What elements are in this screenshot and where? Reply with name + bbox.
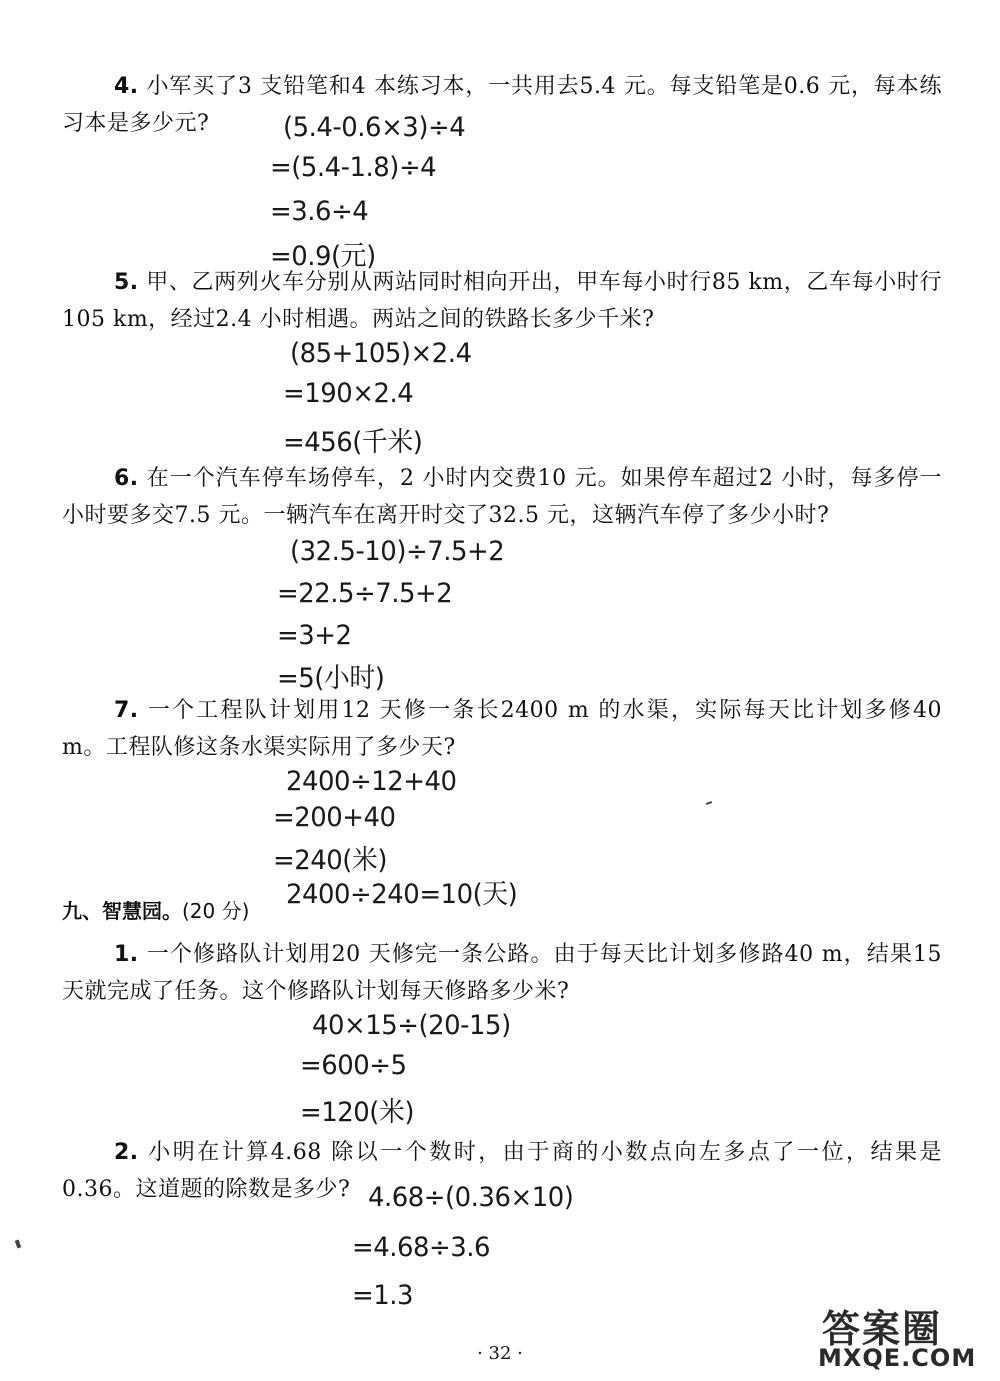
watermark-title: 答案圈 [822,1307,943,1351]
problem-number: 6. [114,466,139,491]
answer-step: =1.3 [352,1280,414,1311]
problem-text: 在一个汽车停车场停车，2 小时内交费10 元。如果停车超过2 小时，每多停一小时要多交7.5 元。一辆汽车在离开时交了32.5 元，这辆汽车停了多少小时? [62,466,942,528]
section-problem-1 [62,936,942,1010]
problem-text: 小军买了3 支铅笔和4 本练习本，一共用去5.4 元。每支铅笔是0.6 元，每本练习本是多少元? [62,74,942,136]
page-number: · 32 · [477,1343,523,1364]
answer-step: (85+105)×2.4 [290,338,472,369]
problem-text: 甲、乙两列火车分别从两站同时相向开出，甲车每小时行85 km，乙车每小时行105 km，经过2.4 小时相遇。两站之间的铁路长多少千米? [62,270,942,332]
section-title: 九、智慧园。 [62,899,182,923]
scan-speck [15,1240,21,1249]
answer-step: 2400÷12+40 [286,766,457,797]
scan-speck [706,801,712,805]
section-score: (20 分) [182,899,250,923]
answer-step: 40×15÷(20-15) [312,1010,511,1041]
answer-step: =456(千米) [283,427,423,458]
answer-step: 4.68÷(0.36×10) [368,1182,574,1213]
problem-number: 7. [114,698,139,723]
answer-step: =190×2.4 [283,378,414,409]
problem-4 [62,68,942,142]
answer-step: =4.68÷3.6 [352,1232,491,1263]
problem-number: 4. [114,74,139,99]
problem-5 [62,264,942,338]
watermark-url: MXQE.COM [818,1344,977,1372]
answer-step: =600÷5 [300,1050,407,1081]
answer-step: 2400÷240=10(天) [286,879,518,910]
answer-step: (32.5-10)÷7.5+2 [290,536,505,567]
answer-step: =0.9(元) [270,241,376,272]
problem-text: 一个修路队计划用20 天修完一条公路。由于每天比计划多修路40 m，结果15 天就完成了任务。这个修路队计划每天修路多少米? [62,942,942,1004]
problem-6 [62,460,942,534]
answer-step: (5.4-0.6×3)÷4 [283,112,466,143]
problem-text: 一个工程队计划用12 天修一条长2400 m 的水渠，实际每天比计划多修40 m。工程队修这条水渠实际用了多少天? [62,698,942,760]
answer-step: =120(米) [300,1097,414,1128]
answer-step: =5(小时) [277,663,385,694]
answer-step: =(5.4-1.8)÷4 [270,152,437,183]
problem-number: 1. [114,942,139,967]
answer-step: =3.6÷4 [270,196,369,227]
watermark-logo [818,1298,996,1378]
problem-7 [62,692,942,766]
problem-text: 小明在计算4.68 除以一个数时，由于商的小数点向左多点了一位，结果是0.36。这道题的除数是多少? [62,1140,942,1202]
section-heading [62,896,249,926]
problem-number: 2. [114,1140,139,1165]
answer-step: =200+40 [273,802,396,833]
answer-step: =3+2 [277,620,352,651]
problem-number: 5. [114,270,139,295]
answer-step: =22.5÷7.5+2 [277,578,453,609]
answer-step: =240(米) [273,845,387,876]
